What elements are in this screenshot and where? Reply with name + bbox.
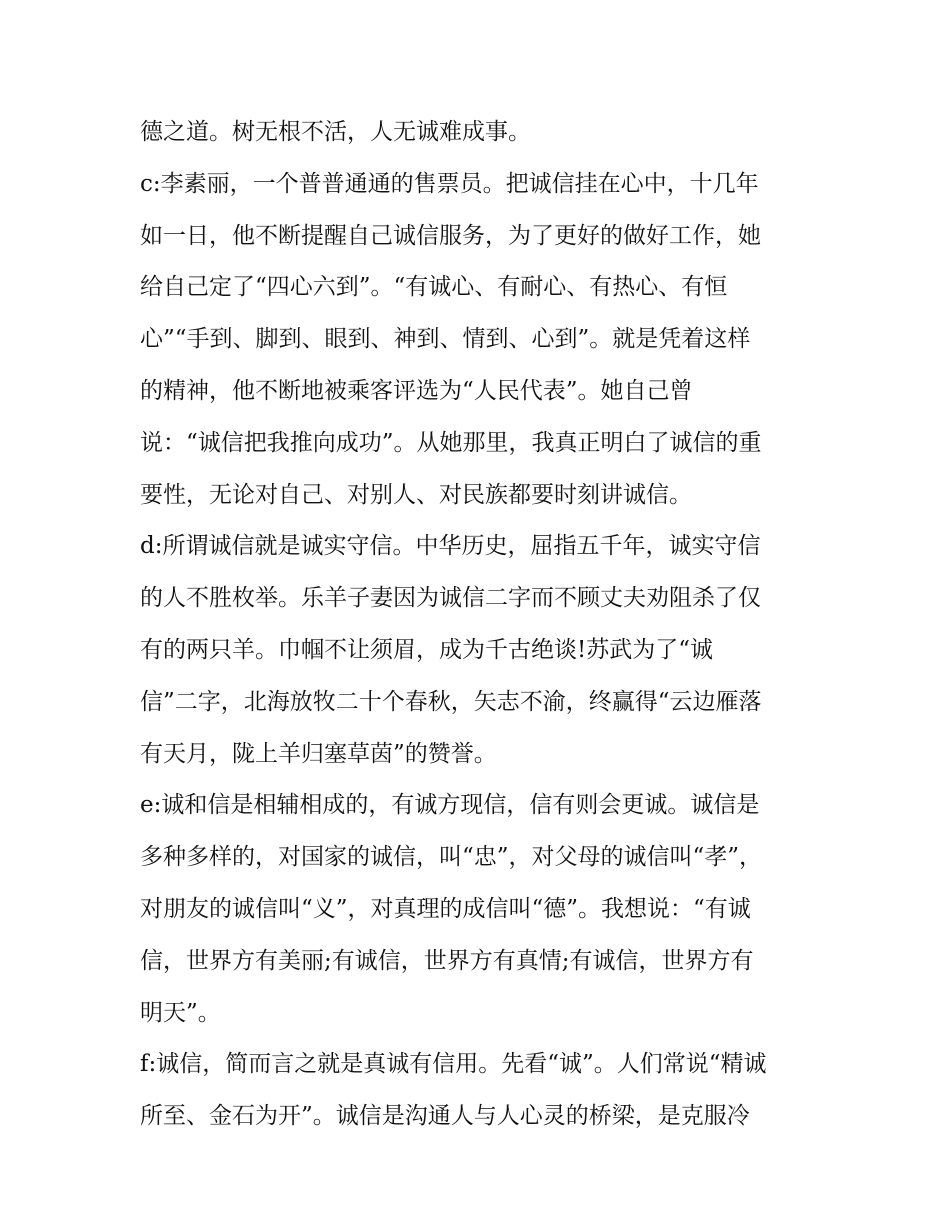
text-line: 给自己定了“四心六到”。“有诚心、有耐心、有热心、有恒: [140, 274, 728, 301]
text-line: 的人不胜枚举。乐羊子妻因为诚信二字而不顾丈夫劝阻杀了仅: [140, 585, 761, 612]
text-line: 的精神，他不断地被乘客评选为“人民代表”。她自己曾: [140, 377, 693, 404]
text-line: 如一日，他不断提醒自己诚信服务，为了更好的做好工作，她: [140, 222, 761, 249]
text-line: 德之道。树无根不活，人无诚难成事。: [140, 119, 531, 145]
text-line: d:所谓诚信就是诚实守信。中华历史，屈指五千年，诚实守信: [140, 533, 761, 560]
text-line: 有天月，陇上羊归塞草茵”的赞誉。: [140, 740, 497, 767]
text-line: f:诚信，简而言之就是真诚有信用。先看“诚”。人们常说“精诚: [140, 1051, 767, 1078]
essay-text: [140, 107, 830, 1143]
text-line: c:李素丽，一个普普通通的售票员。把诚信挂在心中，十几年: [140, 170, 759, 197]
text-line: 说：“诚信把我推向成功”。从她那里，我真正明白了诚信的重: [140, 429, 762, 456]
text-line: 所至、金石为开”。诚信是沟通人与人心灵的桥梁，是克服冷: [140, 1103, 750, 1130]
text-line: e:诚和信是相辅相成的，有诚方现信，信有则会更诚。诚信是: [140, 792, 760, 819]
text-line: 信”二字，北海放牧二十个春秋，矢志不渝，终赢得“云边雁落: [140, 688, 762, 715]
text-line: 要性，无论对自己、对别人、对民族都要时刻讲诚信。: [140, 481, 692, 508]
text-line: 明天”。: [140, 999, 221, 1026]
text-line: 有的两只羊。巾帼不让须眉，成为千古绝谈!苏武为了“诚: [140, 636, 714, 663]
text-line: 对朋友的诚信叫“义”，对真理的成信叫“德”。我想说：“有诚: [140, 895, 751, 922]
text-line: 心”“手到、脚到、眼到、神到、情到、心到”。就是凭着这样: [140, 326, 751, 353]
text-line: 信，世界方有美丽;有诚信，世界方有真情;有诚信，世界方有: [140, 947, 754, 974]
text-line: 多种多样的，对国家的诚信，叫“忠”，对父母的诚信叫“孝”，: [140, 844, 763, 871]
